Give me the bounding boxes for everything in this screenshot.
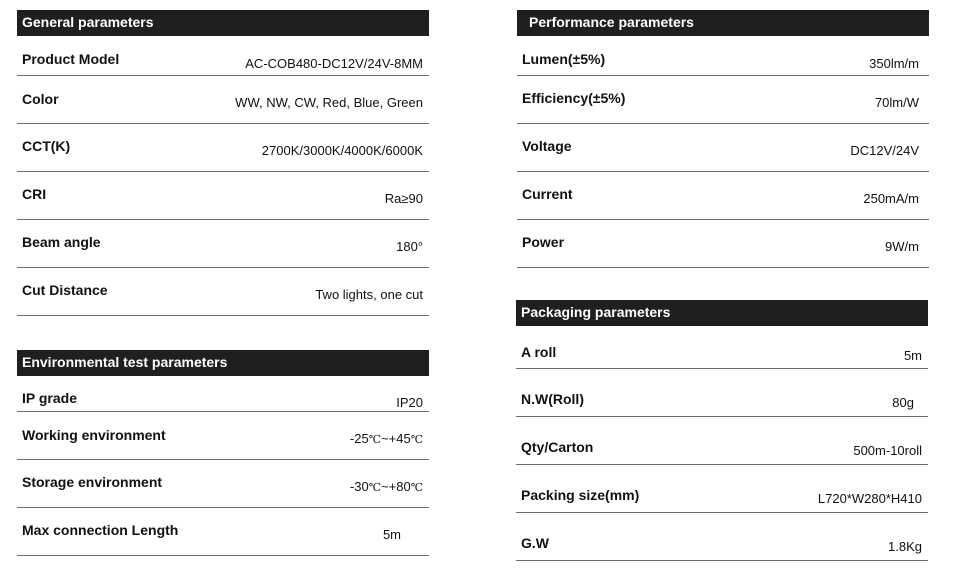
- spec-row-storage-environment: [17, 460, 429, 508]
- spec-label: Color: [22, 91, 59, 107]
- spec-label: CRI: [22, 186, 47, 202]
- spec-value: 180°: [396, 239, 423, 254]
- spec-value-temperature-range: [350, 479, 423, 494]
- spec-row-a-roll: [516, 326, 928, 369]
- spec-value: 80g: [892, 395, 914, 410]
- spec-row-gross-weight: [516, 513, 928, 561]
- environmental-parameters-header: Environmental test parameters: [17, 350, 429, 376]
- celsius-unit: ℃: [410, 481, 423, 494]
- spec-label: Packing size(mm): [521, 487, 640, 503]
- packaging-parameters-header: Packaging parameters: [516, 300, 928, 326]
- spec-label: G.W: [521, 535, 549, 551]
- spec-label: Storage environment: [22, 474, 163, 490]
- spec-value: 5m: [903, 348, 922, 363]
- spec-label: Product Model: [22, 51, 120, 67]
- spec-label: Cut Distance: [22, 282, 108, 298]
- general-parameters-header: General parameters: [17, 10, 429, 36]
- temperature-max: ~+80: [381, 479, 411, 494]
- spec-value-temperature-range: [350, 431, 423, 446]
- packaging-parameters-section: [516, 300, 928, 561]
- temperature-min: -25: [349, 431, 369, 446]
- spec-row-working-environment: [17, 412, 429, 460]
- spec-value: 250mA/m: [863, 191, 919, 206]
- spec-value: 500m-10roll: [853, 443, 922, 458]
- spec-label: Power: [522, 234, 565, 250]
- spec-row-beam-angle: [17, 220, 429, 268]
- spec-label: CCT(K): [22, 138, 71, 154]
- spec-label: Working environment: [22, 427, 166, 443]
- spec-label: A roll: [521, 344, 557, 360]
- spec-row-net-weight: [516, 369, 928, 417]
- temperature-max: ~+45: [381, 431, 411, 446]
- celsius-unit: ℃: [368, 433, 382, 446]
- spec-row-cut-distance: [17, 268, 429, 316]
- spec-row-lumen: [517, 36, 929, 76]
- spec-label: Max connection Length: [22, 522, 179, 538]
- spec-value: Ra≥90: [384, 191, 423, 206]
- general-parameters-section: [17, 10, 429, 316]
- spec-row-efficiency: [517, 76, 929, 124]
- spec-row-color: [17, 76, 429, 124]
- celsius-unit: ℃: [368, 481, 382, 494]
- spec-label: N.W(Roll): [521, 391, 584, 407]
- spec-row-power: [517, 220, 929, 268]
- spec-value: AC-COB480-DC12V/24V-8MM: [245, 56, 423, 71]
- environmental-parameters-section: [17, 350, 429, 556]
- spec-row-qty-carton: [516, 417, 928, 465]
- spec-value: WW, NW, CW, Red, Blue, Green: [235, 95, 423, 110]
- spec-label: Efficiency(±5%): [522, 90, 626, 106]
- spec-value: 9W/m: [885, 239, 919, 254]
- spec-row-packing-size: [516, 465, 928, 513]
- spec-value: 70lm/W: [874, 95, 919, 110]
- spec-value: Two lights, one cut: [315, 287, 423, 302]
- spec-value: 2700K/3000K/4000K/6000K: [261, 143, 423, 158]
- spec-label: Current: [522, 186, 573, 202]
- celsius-unit: ℃: [410, 433, 423, 446]
- spec-row-voltage: [517, 124, 929, 172]
- spec-label: Voltage: [522, 138, 572, 154]
- spec-value: DC12V/24V: [850, 143, 919, 158]
- spec-row-cri: [17, 172, 429, 220]
- spec-label: IP grade: [22, 390, 77, 406]
- spec-row-ip-grade: [17, 376, 429, 412]
- spec-label: Lumen(±5%): [522, 51, 606, 67]
- spec-value: L720*W280*H410: [817, 491, 922, 506]
- spec-value: 5m: [382, 527, 401, 542]
- temperature-min: -30: [349, 479, 369, 494]
- spec-value: 350lm/m: [869, 56, 919, 71]
- spec-value: 1.8Kg: [888, 539, 922, 554]
- spec-label: Beam angle: [22, 234, 101, 250]
- spec-row-current: [517, 172, 929, 220]
- performance-parameters-section: [517, 10, 929, 268]
- performance-parameters-header: Performance parameters: [517, 10, 929, 36]
- spec-row-max-connection-length: [17, 508, 429, 556]
- spec-value: IP20: [396, 395, 423, 410]
- spec-row-cct: [17, 124, 429, 172]
- spec-row-product-model: [17, 36, 429, 76]
- spec-label: Qty/Carton: [521, 439, 594, 455]
